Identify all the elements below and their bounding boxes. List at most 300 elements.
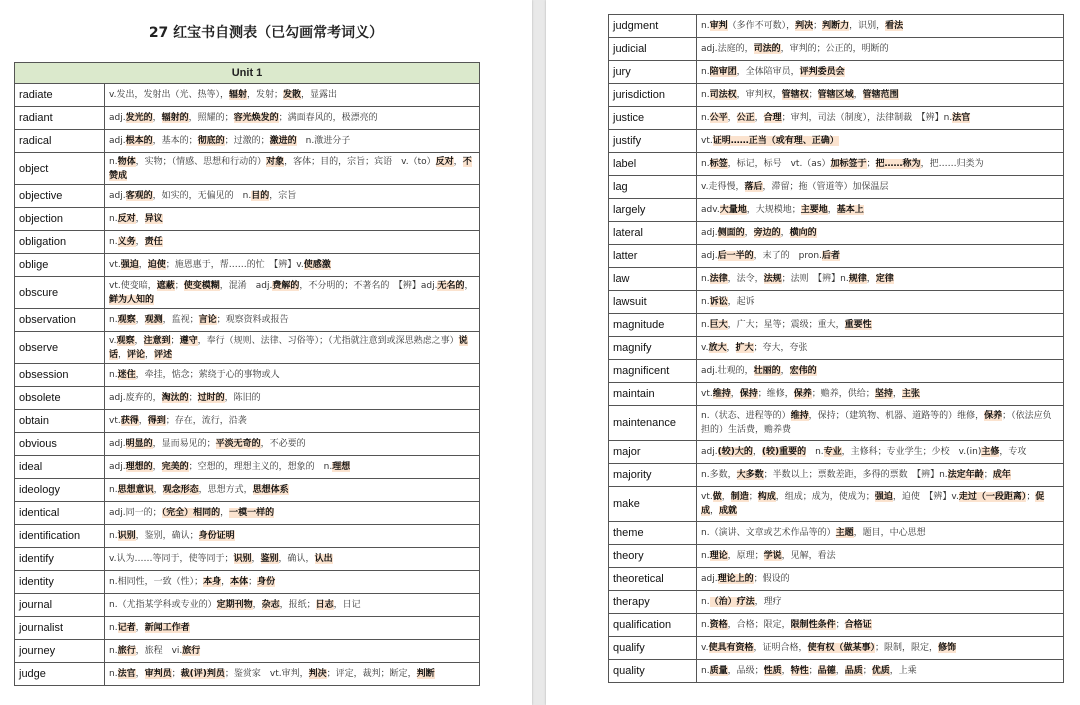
vocab-definition bbox=[697, 15, 1064, 38]
highlighted-meaning: 学说 bbox=[763, 551, 782, 561]
highlighted-meaning: 辐射的 bbox=[161, 113, 189, 123]
vocab-word: make bbox=[609, 487, 697, 522]
definition-text: ，鉴别，确认； bbox=[135, 531, 199, 541]
vocab-word: justice bbox=[609, 107, 697, 130]
vocab-word: ideology bbox=[15, 479, 105, 502]
vocab-table-left bbox=[14, 62, 480, 686]
highlighted-meaning: 判断力 bbox=[822, 21, 850, 31]
highlighted-meaning: 公平 bbox=[709, 113, 728, 123]
vocab-definition bbox=[105, 502, 480, 525]
highlighted-meaning: 理论上的 bbox=[717, 574, 754, 584]
highlighted-meaning: 做 bbox=[712, 492, 722, 502]
highlighted-meaning: 鲜为人知的 bbox=[109, 294, 155, 305]
vocab-definition bbox=[697, 314, 1064, 337]
definition-text: ， bbox=[118, 349, 128, 360]
definition-text: n. bbox=[109, 214, 118, 224]
vocab-definition bbox=[697, 38, 1064, 61]
definition-text: ， bbox=[754, 113, 764, 123]
highlighted-meaning: 法官 bbox=[952, 113, 971, 123]
highlighted-meaning: 主修 bbox=[981, 447, 1000, 457]
definition-text: ， bbox=[780, 366, 790, 376]
definition-text: ， bbox=[853, 90, 863, 100]
highlighted-meaning: 定期刊物 bbox=[216, 600, 253, 610]
definition-text: adv. bbox=[701, 205, 720, 215]
vocab-definition bbox=[697, 522, 1064, 545]
vocab-definition bbox=[105, 456, 480, 479]
highlighted-meaning: 管辖区域 bbox=[817, 90, 854, 100]
highlighted-meaning: 注意到 bbox=[143, 335, 171, 346]
vocab-row bbox=[609, 222, 1064, 245]
vocab-word: judgment bbox=[609, 15, 697, 38]
definition-text: adj.同一的； bbox=[109, 508, 162, 518]
definition-text: adj. bbox=[109, 462, 126, 472]
highlighted-meaning: （完全）相同的 bbox=[161, 508, 221, 518]
vocab-word: judge bbox=[15, 663, 105, 686]
highlighted-meaning: 不赞成 bbox=[109, 156, 472, 181]
vocab-definition bbox=[105, 548, 480, 571]
highlighted-meaning: 品德 bbox=[817, 666, 836, 676]
highlighted-meaning: 规律 bbox=[848, 274, 867, 284]
definition-text: ，牵挂，惦念；萦绕于心的事物或人 bbox=[135, 370, 280, 380]
vocab-row bbox=[15, 153, 480, 185]
definition-text: ，显而易见的； bbox=[152, 439, 216, 449]
definition-text: n.相同性，一致（性）； bbox=[109, 577, 204, 587]
highlighted-meaning: 合理 bbox=[763, 113, 782, 123]
definition-text: v. bbox=[701, 643, 709, 653]
highlighted-meaning: 对象 bbox=[266, 156, 285, 167]
definition-text: ；假设的 bbox=[753, 574, 790, 584]
highlighted-meaning: 旅行 bbox=[117, 646, 136, 656]
highlighted-meaning: 特性 bbox=[790, 666, 809, 676]
highlighted-meaning: 管辖权 bbox=[781, 90, 809, 100]
definition-text: ，确认， bbox=[278, 554, 315, 564]
vocab-definition bbox=[697, 660, 1064, 683]
definition-text: n. bbox=[701, 666, 710, 676]
definition-text: ，末了的 pron. bbox=[753, 251, 822, 261]
vocab-word: magnificent bbox=[609, 360, 697, 383]
vocab-word: maintain bbox=[609, 383, 697, 406]
definition-text: adj. bbox=[701, 447, 718, 457]
vocab-definition bbox=[105, 153, 480, 185]
vocab-row bbox=[609, 337, 1064, 360]
definition-text: ， bbox=[134, 335, 144, 346]
definition-text: ， bbox=[835, 666, 845, 676]
definition-text: ， bbox=[744, 228, 754, 238]
vocab-word: radiant bbox=[15, 107, 105, 130]
vocab-word: journal bbox=[15, 594, 105, 617]
definition-text: ，发射； bbox=[247, 90, 284, 100]
definition-text: ，监视； bbox=[162, 315, 199, 325]
highlighted-meaning: 无名的 bbox=[437, 280, 465, 291]
definition-text: ，审判的；公正的，明断的 bbox=[780, 44, 889, 54]
highlighted-meaning: 资格 bbox=[709, 620, 728, 630]
vocab-row bbox=[609, 153, 1064, 176]
definition-text: ，题目，中心思想 bbox=[853, 528, 926, 538]
highlighted-meaning: 坚持 bbox=[874, 389, 893, 399]
highlighted-meaning: 扩大 bbox=[735, 343, 754, 353]
vocab-word: observe bbox=[15, 332, 105, 364]
highlighted-meaning: 大多数 bbox=[736, 470, 764, 480]
highlighted-meaning: 记者 bbox=[117, 623, 136, 633]
definition-text: ， bbox=[135, 315, 145, 325]
highlighted-meaning: 合格证 bbox=[844, 620, 872, 630]
definition-text: adj. bbox=[701, 251, 718, 261]
vocab-row bbox=[609, 61, 1064, 84]
definition-text: adj.废弃的， bbox=[109, 393, 162, 403]
vocab-row bbox=[15, 525, 480, 548]
highlighted-meaning: 客观的 bbox=[125, 191, 153, 201]
definition-text: ； bbox=[808, 666, 818, 676]
vocab-row bbox=[15, 456, 480, 479]
definition-text: v. bbox=[109, 335, 117, 346]
highlighted-meaning: 彻底的 bbox=[197, 136, 225, 146]
vocab-row bbox=[609, 591, 1064, 614]
definition-text: ，原理； bbox=[727, 551, 764, 561]
vocab-row bbox=[15, 332, 480, 364]
definition-text: ，报纸； bbox=[279, 600, 316, 610]
highlighted-meaning: 身份 bbox=[257, 577, 276, 587]
vocab-word: journalist bbox=[15, 617, 105, 640]
vocab-row bbox=[15, 663, 480, 686]
definition-text: ，实物；（情感、思想和行动的） bbox=[135, 156, 267, 167]
definition-text: ， bbox=[464, 280, 474, 291]
definition-text: ， bbox=[892, 389, 902, 399]
vocab-definition bbox=[697, 441, 1064, 464]
highlighted-meaning: 明显的 bbox=[125, 439, 153, 449]
vocab-row bbox=[609, 107, 1064, 130]
vocab-definition bbox=[697, 268, 1064, 291]
vocab-word: therapy bbox=[609, 591, 697, 614]
vocab-word: objection bbox=[15, 208, 105, 231]
highlighted-meaning: 侧面的 bbox=[717, 228, 745, 238]
definition-text: ；空想的，理想主义的，想象的 n. bbox=[188, 462, 333, 472]
vocab-definition bbox=[105, 525, 480, 548]
vocab-definition bbox=[697, 545, 1064, 568]
highlighted-meaning: 费解的 bbox=[272, 280, 300, 291]
highlighted-meaning: 审判 bbox=[709, 21, 728, 31]
definition-text: ；限制，限定， bbox=[875, 643, 939, 653]
highlighted-meaning: 司法的 bbox=[753, 44, 781, 54]
vocab-row bbox=[15, 277, 480, 309]
definition-text: ， bbox=[710, 506, 720, 516]
definition-text: ，标记，标号 vt.（as） bbox=[727, 159, 831, 169]
definition-text: n. bbox=[701, 320, 710, 330]
highlighted-meaning: 主要地 bbox=[800, 205, 828, 215]
definition-text: ；过激的； bbox=[224, 136, 270, 146]
definition-text: ； bbox=[171, 669, 181, 679]
definition-text: n.激进分子 bbox=[296, 136, 351, 146]
vocab-definition bbox=[105, 208, 480, 231]
highlighted-meaning: 迫使 bbox=[147, 260, 166, 270]
vocab-row bbox=[15, 387, 480, 410]
highlighted-meaning: 公正 bbox=[736, 113, 755, 123]
highlighted-meaning: 理论 bbox=[709, 551, 728, 561]
vocab-definition bbox=[105, 277, 480, 309]
highlighted-meaning: 反对 bbox=[435, 156, 454, 167]
highlighted-meaning: 裁(评)判员 bbox=[180, 669, 225, 679]
definition-text: ， bbox=[153, 485, 163, 495]
definition-text: n.（尤指某学科或专业的） bbox=[109, 600, 217, 610]
definition-text: n. bbox=[109, 156, 118, 167]
highlighted-meaning: 评论 bbox=[127, 349, 146, 360]
vocab-row bbox=[15, 617, 480, 640]
definition-text: adj.壮观的， bbox=[701, 366, 754, 376]
definition-text: （多作不可数）， bbox=[727, 21, 796, 31]
definition-text: ，迫使 【辨】v. bbox=[892, 492, 959, 502]
vocab-word: maintenance bbox=[609, 406, 697, 441]
vocab-definition bbox=[697, 176, 1064, 199]
vocab-row bbox=[609, 487, 1064, 522]
definition-text: ，大规模地； bbox=[746, 205, 801, 215]
definition-text: n.（演讲、文章或艺术作品等的） bbox=[701, 528, 836, 538]
highlighted-meaning: 保养 bbox=[984, 411, 1003, 421]
page-right bbox=[546, 0, 1080, 705]
definition-text: adj. bbox=[109, 136, 126, 146]
vocab-definition bbox=[697, 383, 1064, 406]
highlighted-meaning: 法定年龄 bbox=[947, 470, 984, 480]
definition-text: ； bbox=[835, 620, 845, 630]
vocab-definition bbox=[697, 360, 1064, 383]
definition-text: ，合格；限定， bbox=[727, 620, 791, 630]
definition-text: ，陈旧的 bbox=[224, 393, 261, 403]
vocab-word: identification bbox=[15, 525, 105, 548]
highlighted-meaning: 判决 bbox=[795, 21, 814, 31]
highlighted-meaning: 落后 bbox=[744, 182, 763, 192]
highlighted-meaning: 使感激 bbox=[303, 260, 331, 270]
definition-text: vt. bbox=[109, 260, 121, 270]
vocab-definition bbox=[105, 309, 480, 332]
definition-text: vt. bbox=[701, 492, 713, 502]
highlighted-meaning: 横向的 bbox=[789, 228, 817, 238]
highlighted-meaning: 发散 bbox=[283, 90, 302, 100]
vocab-definition bbox=[697, 107, 1064, 130]
highlighted-meaning: 主题 bbox=[835, 528, 854, 538]
document-title: 27 红宝书自测表（已勾画常考词义） bbox=[148, 25, 384, 41]
vocab-definition bbox=[105, 410, 480, 433]
definition-text: v.发出，发射出（光、热等）， bbox=[109, 90, 229, 100]
definition-text: v.走得慢， bbox=[701, 182, 745, 192]
highlighted-meaning: 性质 bbox=[763, 666, 782, 676]
definition-text: ， bbox=[866, 274, 876, 284]
vocab-row bbox=[609, 291, 1064, 314]
definition-text: n. bbox=[701, 274, 710, 284]
definition-text: ， bbox=[453, 156, 463, 167]
highlighted-meaning: (较)大的 bbox=[717, 447, 753, 457]
vocab-row bbox=[609, 522, 1064, 545]
vocab-row bbox=[15, 309, 480, 332]
highlighted-meaning: 识别 bbox=[233, 554, 252, 564]
vocab-word: identity bbox=[15, 571, 105, 594]
highlighted-meaning: 管辖范围 bbox=[862, 90, 899, 100]
highlighted-meaning: 保持 bbox=[739, 389, 758, 399]
definition-text: ，不必要的 bbox=[260, 439, 306, 449]
definition-text: ， bbox=[135, 623, 145, 633]
highlighted-meaning: 过时的 bbox=[197, 393, 225, 403]
definition-text: ，证明合格， bbox=[753, 643, 808, 653]
definition-text: n. bbox=[109, 315, 118, 325]
vocab-definition bbox=[105, 387, 480, 410]
vocab-row bbox=[15, 185, 480, 208]
definition-text: ； bbox=[813, 21, 823, 31]
highlighted-meaning: 构成 bbox=[757, 492, 776, 502]
definition-text: ， bbox=[138, 260, 148, 270]
vocab-row bbox=[15, 433, 480, 456]
highlighted-meaning: 认出 bbox=[314, 554, 333, 564]
highlighted-meaning: 思想体系 bbox=[252, 485, 289, 495]
definition-text: vt. bbox=[701, 389, 713, 399]
highlighted-meaning: 质量 bbox=[709, 666, 728, 676]
highlighted-meaning: 壮丽的 bbox=[753, 366, 781, 376]
definition-text: n. bbox=[109, 370, 118, 380]
vocab-word: major bbox=[609, 441, 697, 464]
highlighted-meaning: 维持 bbox=[712, 389, 731, 399]
highlighted-meaning: 诉讼 bbox=[709, 297, 728, 307]
highlighted-meaning: 法官 bbox=[117, 669, 136, 679]
highlighted-meaning: 评判委员会 bbox=[799, 67, 845, 77]
highlighted-meaning: 完美的 bbox=[161, 462, 189, 472]
definition-text: ， bbox=[781, 666, 791, 676]
definition-text: ，混淆 adj. bbox=[219, 280, 273, 291]
highlighted-meaning: 遵守 bbox=[179, 335, 198, 346]
vocab-definition bbox=[105, 364, 480, 387]
definition-text: n. bbox=[109, 531, 118, 541]
definition-text: ， bbox=[730, 389, 740, 399]
vocab-word: obvious bbox=[15, 433, 105, 456]
definition-text: ， bbox=[135, 214, 145, 224]
definition-text: vt. bbox=[109, 416, 121, 426]
highlighted-meaning: 看法 bbox=[885, 21, 904, 31]
definition-text: ； bbox=[862, 666, 872, 676]
definition-text: ； bbox=[983, 470, 993, 480]
definition-text: n. bbox=[701, 297, 710, 307]
highlighted-meaning: 强迫 bbox=[120, 260, 139, 270]
vocab-row bbox=[15, 107, 480, 130]
vocab-row bbox=[609, 245, 1064, 268]
highlighted-meaning: 重要性 bbox=[844, 320, 872, 330]
vocab-row bbox=[609, 614, 1064, 637]
vocab-definition bbox=[105, 332, 480, 364]
vocab-row bbox=[609, 545, 1064, 568]
vocab-row bbox=[609, 464, 1064, 487]
highlighted-meaning: 司法权 bbox=[709, 90, 737, 100]
vocab-definition bbox=[105, 571, 480, 594]
highlighted-meaning: 杂志 bbox=[261, 600, 280, 610]
definition-text: ； bbox=[866, 159, 876, 169]
definition-text: ，思想方式， bbox=[198, 485, 253, 495]
definition-text: ，起诉 bbox=[727, 297, 755, 307]
highlighted-meaning: 走过（一段距离） bbox=[958, 492, 1027, 502]
highlighted-meaning: 观念形态 bbox=[162, 485, 199, 495]
highlighted-meaning: 限制性条件 bbox=[790, 620, 836, 630]
definition-text: adj. bbox=[109, 439, 126, 449]
highlighted-meaning: 鉴别 bbox=[260, 554, 279, 564]
definition-text: n. bbox=[701, 67, 710, 77]
definition-text: ，主修科；专业学生；少校 v.(in) bbox=[841, 447, 982, 457]
vocab-row bbox=[15, 254, 480, 277]
definition-text: n. bbox=[109, 237, 118, 247]
vocab-row bbox=[15, 479, 480, 502]
vocab-word: magnitude bbox=[609, 314, 697, 337]
highlighted-meaning: 使变模糊 bbox=[183, 280, 220, 291]
definition-text: ， bbox=[138, 416, 148, 426]
definition-text: ，如实的，无偏见的 n. bbox=[152, 191, 252, 201]
highlighted-meaning: 理想 bbox=[332, 462, 351, 472]
highlighted-meaning: 义务 bbox=[117, 237, 136, 247]
definition-text: ， bbox=[726, 343, 736, 353]
definition-text: ；存在，流行，沿袭 bbox=[165, 416, 247, 426]
definition-text: ； bbox=[188, 393, 198, 403]
vocab-definition bbox=[697, 337, 1064, 360]
vocab-row bbox=[15, 640, 480, 663]
vocab-row bbox=[609, 441, 1064, 464]
vocab-definition bbox=[105, 433, 480, 456]
highlighted-meaning: 责任 bbox=[144, 237, 163, 247]
vocab-row bbox=[609, 130, 1064, 153]
vocab-row bbox=[609, 199, 1064, 222]
definition-text: ，客体；目的，宗旨；宾语 v.（to） bbox=[284, 156, 436, 167]
vocab-row bbox=[609, 660, 1064, 683]
definition-text: n. bbox=[806, 447, 824, 457]
definition-text: v.认为……等同于，使等同于； bbox=[109, 554, 234, 564]
definition-text: n. bbox=[109, 485, 118, 495]
vocab-definition bbox=[105, 479, 480, 502]
highlighted-meaning: 思想意识 bbox=[117, 485, 154, 495]
definition-text: ，奉行（规则、法律、习俗等）；（尤指就注意到或深思熟虑之事） bbox=[197, 335, 459, 346]
definition-text: ； bbox=[174, 280, 184, 291]
definition-text: ，品级； bbox=[727, 666, 764, 676]
vocab-word: lag bbox=[609, 176, 697, 199]
highlighted-meaning: 目的 bbox=[251, 191, 270, 201]
vocab-word: obligation bbox=[15, 231, 105, 254]
vocab-row bbox=[15, 594, 480, 617]
vocab-definition bbox=[697, 199, 1064, 222]
vocab-row bbox=[15, 571, 480, 594]
definition-text: ，组成；成为，使成为； bbox=[775, 492, 875, 502]
definition-text: ， bbox=[780, 228, 790, 238]
vocab-row bbox=[609, 15, 1064, 38]
unit-label: Unit 1 bbox=[15, 63, 480, 84]
highlighted-meaning: 理想的 bbox=[125, 462, 153, 472]
vocab-row bbox=[15, 84, 480, 107]
highlighted-meaning: 专业 bbox=[823, 447, 842, 457]
highlighted-meaning: 识别 bbox=[117, 531, 136, 541]
highlighted-meaning: 优质 bbox=[871, 666, 890, 676]
vocab-word: magnify bbox=[609, 337, 697, 360]
vocab-word: jurisdiction bbox=[609, 84, 697, 107]
highlighted-meaning: 把……称为 bbox=[875, 159, 921, 169]
definition-text: adj. bbox=[109, 113, 126, 123]
highlighted-meaning: 迷住 bbox=[117, 370, 136, 380]
vocab-word: theoretical bbox=[609, 568, 697, 591]
vocab-row bbox=[609, 84, 1064, 107]
definition-text: ， bbox=[152, 113, 162, 123]
definition-text: ，保持；（建筑物、机器、道路等的）维修， bbox=[808, 411, 985, 421]
definition-text: adj.法庭的， bbox=[701, 44, 754, 54]
vocab-row bbox=[609, 637, 1064, 660]
definition-text: adj. bbox=[109, 191, 126, 201]
vocab-word: ideal bbox=[15, 456, 105, 479]
highlighted-meaning: 法规 bbox=[763, 274, 782, 284]
vocab-row bbox=[609, 406, 1064, 441]
definition-text: ；维修， bbox=[757, 389, 794, 399]
definition-text: ，照耀的； bbox=[188, 113, 234, 123]
definition-text: n. bbox=[701, 159, 710, 169]
definition-text: n. bbox=[109, 623, 118, 633]
definition-text: ，见解，看法 bbox=[781, 551, 836, 561]
vocab-word: object bbox=[15, 153, 105, 185]
vocab-definition bbox=[105, 84, 480, 107]
vocab-word: obsession bbox=[15, 364, 105, 387]
